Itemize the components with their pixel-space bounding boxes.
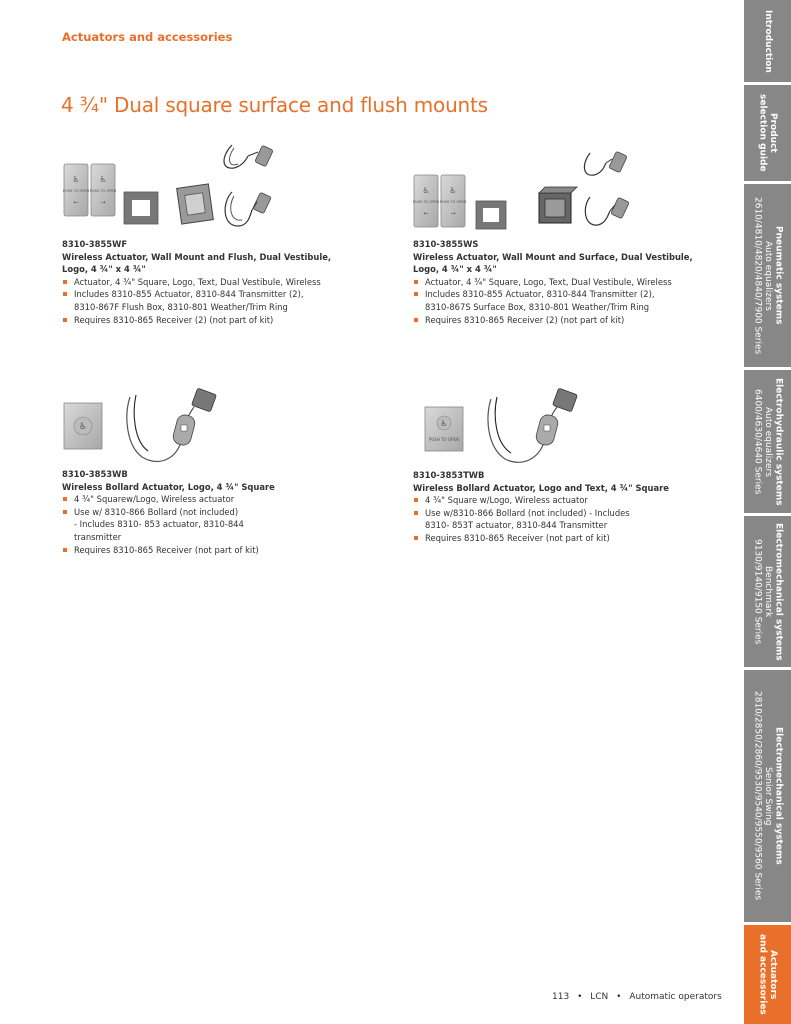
product-code: 8310-3855WS <box>413 239 479 249</box>
tab-subtitle: Senior Swing <box>762 766 773 826</box>
feature-item-continuation: transmitter <box>74 531 122 542</box>
plate-text: PUSH TO OPEN <box>89 189 117 193</box>
actuator-plate-right <box>440 175 467 227</box>
tab-electrohydraulic-systems[interactable] <box>744 370 791 513</box>
feature-item: Requires 8310-865 Receiver (2) (not part of kit) <box>62 314 382 327</box>
svg-text:→: → <box>450 210 456 217</box>
tab-introduction[interactable] <box>744 0 791 82</box>
product-code: 8310-3853TWB <box>413 470 485 480</box>
product-description: Wireless Bollard Actuator, Logo, 4 ¾" Square <box>62 481 275 492</box>
tab-subtitle: Auto equalizers <box>762 406 773 477</box>
square-actuator-plate <box>425 407 463 451</box>
feature-list <box>413 494 733 544</box>
product-code: 8310-3853WB <box>62 469 128 479</box>
transmitter-lower <box>225 192 271 226</box>
feature-item: Includes 8310-855 Actuator, 8310-844 Transmitter (2), <box>62 288 382 301</box>
product-image-8310-3853wb <box>62 385 232 465</box>
transmitter-upper <box>224 145 273 168</box>
product-description: Logo, 4 ¾" x 4 ¾" <box>62 264 146 275</box>
feature-item: Actuator, 4 ¾" Square, Logo, Text, Dual Vestibule, Wireless <box>413 276 733 289</box>
trim-ring <box>124 192 158 224</box>
product-description: Logo, 4 ¾" x 4 ¾" <box>413 264 497 275</box>
product-8310-3855wf <box>62 238 382 326</box>
feature-item-continuation: - Includes 8310- 853 actuator, 8310-844 <box>74 519 244 530</box>
wireless-transmitter <box>488 388 578 462</box>
trim-ring <box>476 201 506 229</box>
svg-text:♿: ♿ <box>440 419 448 428</box>
transmitter-upper <box>584 151 627 175</box>
product-8310-3855ws <box>413 238 733 326</box>
plate-text: PUSH TO OPEN <box>428 437 460 442</box>
plate-text: PUSH TO OPEN <box>439 200 467 204</box>
tab-subtitle: Benchmark <box>762 565 773 618</box>
transmitter-lower <box>585 197 629 225</box>
wireless-transmitter <box>127 388 217 461</box>
svg-text:←: ← <box>423 210 429 217</box>
footer-separator: • <box>616 992 622 1002</box>
actuator-plate-left <box>413 175 440 227</box>
plate-text: PUSH TO OPEN <box>412 200 440 204</box>
footer-separator: • <box>577 992 583 1002</box>
product-image-8310-3853twb <box>413 385 583 470</box>
product-code: 8310-3855WF <box>62 239 128 249</box>
square-actuator-plate <box>64 403 102 449</box>
tab-subtitle: 6400/4630/4640 Series <box>752 388 763 495</box>
tab-electromechanical-benchmark[interactable] <box>744 516 791 667</box>
product-image-8310-3855ws <box>412 145 662 240</box>
tab-title: Electrohydraulic systems <box>773 377 784 506</box>
feature-item: Use w/ 8310-866 Bollard (not included) <box>62 506 382 519</box>
tab-subtitle: 2810/2850/2860/9530/9540/9550/9560 Series <box>752 691 763 901</box>
plate-text: PUSH TO OPEN <box>62 189 90 193</box>
actuator-plate-right <box>90 164 117 216</box>
section-label: Actuators and accessories <box>62 30 233 44</box>
feature-item: Requires 8310-865 Receiver (not part of kit) <box>62 544 382 557</box>
tab-title: Electromechanical systems <box>773 522 784 661</box>
product-8310-3853twb <box>413 469 733 545</box>
feature-list <box>413 276 733 326</box>
feature-item-continuation: 8310-867F Flush Box, 8310-801 Weather/Trim Ring <box>74 301 288 312</box>
page-number: 113 <box>552 992 570 1002</box>
tab-title: Introduction <box>762 9 773 73</box>
feature-item-continuation: 8310- 853T actuator, 8310-844 Transmitter <box>425 520 608 531</box>
tab-electromechanical-senior-swing[interactable] <box>744 670 791 922</box>
tab-title: Pneumatic systems <box>773 226 784 325</box>
tab-pneumatic-systems[interactable] <box>744 184 791 367</box>
tab-title: Electromechanical systems <box>773 727 784 865</box>
feature-item: Actuator, 4 ¾" Square, Logo, Text, Dual Vestibule, Wireless <box>62 276 382 289</box>
footer-brand: LCN <box>590 992 609 1002</box>
product-8310-3853wb <box>62 468 382 556</box>
product-description: Wireless Actuator, Wall Mount and Surface, Dual Vestibule, <box>413 251 693 262</box>
svg-text:←: ← <box>73 199 79 206</box>
product-description: Wireless Bollard Actuator, Logo and Text, 4 ¾" Square <box>413 482 669 493</box>
tab-title: selection guide <box>757 94 768 172</box>
tab-product-selection-guide[interactable] <box>744 85 791 181</box>
tab-title: Actuators <box>768 949 778 1000</box>
section-sidebar <box>744 0 791 1024</box>
tab-subtitle: 9130/9140/9150 Series <box>752 538 763 645</box>
product-image-8310-3855wf <box>62 140 312 240</box>
tab-actuators-and-accessories[interactable] <box>744 925 791 1024</box>
tab-subtitle: 2610/4810/4820/4840/7900 Series <box>752 196 763 355</box>
product-description: Wireless Actuator, Wall Mount and Flush, Dual Vestibule, <box>62 251 332 262</box>
feature-item-continuation: 8310-867S Surface Box, 8310-801 Weather/Trim Ring <box>425 301 650 312</box>
tab-title: Product <box>768 113 778 153</box>
svg-text:♿: ♿ <box>449 186 457 195</box>
feature-item: Requires 8310-865 Receiver (not part of kit) <box>413 532 733 545</box>
feature-item: Includes 8310-855 Actuator, 8310-844 Transmitter (2), <box>413 288 733 301</box>
svg-text:→: → <box>100 199 106 206</box>
flush-box <box>177 184 214 224</box>
feature-item: Requires 8310-865 Receiver (2) (not part of kit) <box>413 314 733 327</box>
tab-subtitle: Auto equalizers <box>762 240 773 311</box>
feature-list <box>62 493 382 556</box>
svg-text:♿: ♿ <box>422 186 430 195</box>
svg-text:♿: ♿ <box>72 175 80 184</box>
svg-text:♿: ♿ <box>78 422 88 432</box>
feature-list <box>62 276 382 326</box>
svg-text:♿: ♿ <box>99 175 107 184</box>
page-title: 4 ¾" Dual square surface and flush mounts <box>61 93 488 117</box>
page-footer <box>552 992 722 1002</box>
feature-item: 4 ¾" Squarew/Logo, Wireless actuator <box>62 493 382 506</box>
actuator-plate-left <box>63 164 90 216</box>
feature-item: 4 ¾" Square w/Logo, Wireless actuator <box>413 494 733 507</box>
tab-title: and accessories <box>757 934 768 1015</box>
surface-box <box>539 187 577 223</box>
feature-item: Use w/8310-866 Bollard (not included) - Includes <box>413 507 733 520</box>
footer-section: Automatic operators <box>629 992 722 1002</box>
